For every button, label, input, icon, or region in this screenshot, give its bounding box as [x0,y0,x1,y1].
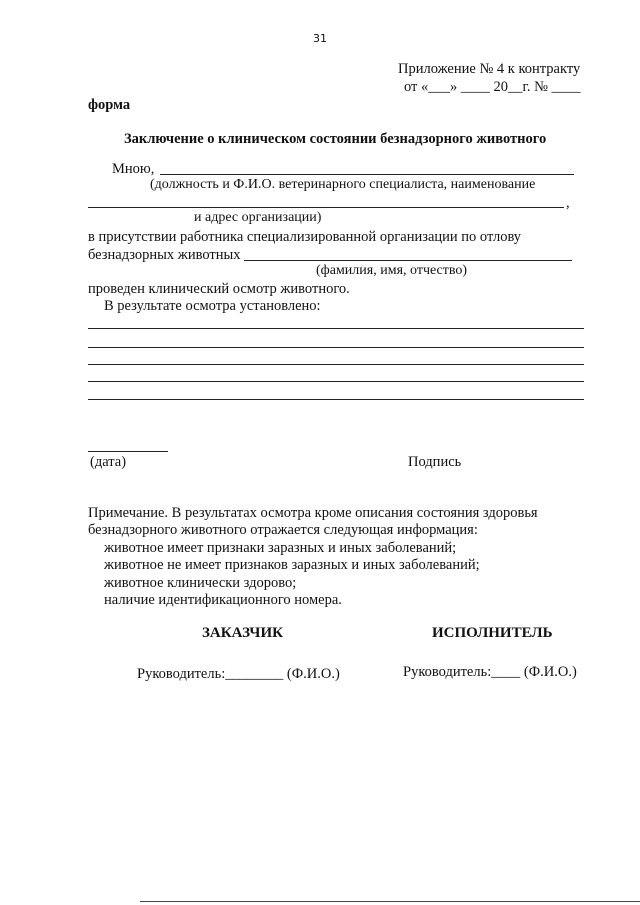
page-bottom-edge [140,901,640,902]
hint-fio: (фамилия, имя, отчество) [316,263,468,278]
presence-line-1: в присутствии работника специализированной организации по отлову [88,229,522,245]
note-line-1: Примечание. В результатах осмотра кроме описания состояния здоровья [88,505,538,521]
hint-address: и адрес организации) [194,210,322,225]
note-line-2: безнадзорного животного отражается следующая информация: [88,522,478,538]
date-label: (дата) [90,454,127,470]
exam-done-text: проведен клинический осмотр животного. [88,281,350,297]
appendix-line-2: от «___» ____ 20__г. № ____ [404,79,581,95]
specialist-input-line[interactable] [160,174,574,175]
result-input-line[interactable] [88,347,584,348]
result-input-line[interactable] [88,399,584,400]
result-input-line[interactable] [88,364,584,365]
customer-heading: ЗАКАЗЧИК [202,625,283,641]
note-item: животное имеет признаки заразных и иных заболеваний; [104,540,457,556]
result-input-line[interactable] [88,328,584,329]
by-me-label: Мною, [112,161,155,177]
note-item: животное клинически здорово; [104,575,297,591]
contractor-head-label: Руководитель:____ (Ф.И.О.) [403,664,577,680]
contractor-heading: ИСПОЛНИТЕЛЬ [432,625,553,641]
comma-text: , [566,195,570,211]
result-input-line[interactable] [88,381,584,382]
form-label: форма [88,97,131,113]
page-number: 31 [313,32,327,45]
document-title: Заключение о клиническом состоянии безнадзорного животного [124,131,547,147]
result-text: В результате осмотра установлено: [104,298,321,314]
signature-label: Подпись [408,454,462,470]
organization-input-line[interactable] [88,207,564,208]
note-item: наличие идентификационного номера. [104,592,342,608]
note-item: животное не имеет признаков заразных и иных заболеваний; [104,557,480,573]
customer-head-label: Руководитель:________ (Ф.И.О.) [137,666,340,682]
hint-position: (должность и Ф.И.О. ветеринарного специалиста, наименование [150,177,536,192]
date-input-line[interactable] [88,451,168,452]
worker-input-line[interactable] [244,260,572,261]
presence-line-2: безнадзорных животных [88,247,241,263]
appendix-line-1: Приложение № 4 к контракту [398,61,581,77]
